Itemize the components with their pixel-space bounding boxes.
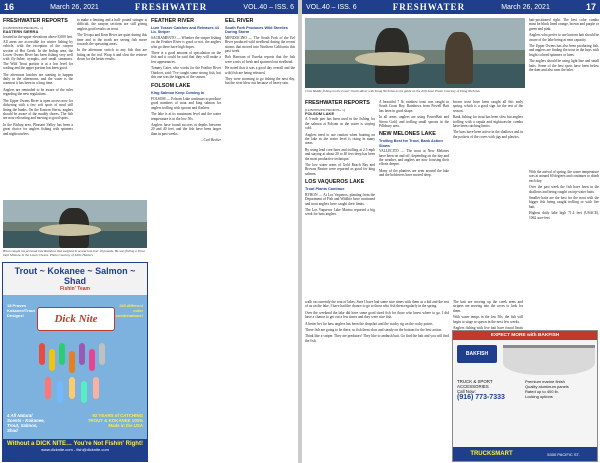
ad-address: 5300 PACIFIC ST. [547,451,580,457]
bakfish-logo: BAKFISH [457,345,497,363]
paragraph: Bob Harrison of Eureka reports that the fish were a mix of fresh and spawned out steelhead. [225,55,295,64]
paragraph: Over the past week the fish have been in the shallows and being caught on top-water baits. [529,185,599,194]
lure-icon [93,377,99,399]
paragraph: Anglers fishing with live bait have found limits [453,326,523,331]
paragraph: He noted that it was a good day overall and the wild fish are being released. [225,66,295,75]
lure-icon [57,381,63,403]
paragraph: Highest daily lake high 71.4 feet (USACE), 1062 acre-feet. [529,211,599,220]
paragraph: Smaller baits are the best for the trout with the bigger fish being caught trolling or with live bait. [529,196,599,209]
left-photo-caption [3,249,147,257]
ad-offer-list [525,379,593,399]
lure-icon [69,351,75,373]
lure-icon [81,381,87,403]
ad-slogan: Without a DICK NITE… You're Not Fishin' Right! [7,441,143,447]
list-item: Locking options [525,394,553,399]
paragraph: Bank fishing for trout has been slow but anglers trolling with a rapala and nightcrawler combo have been catching limits. [453,115,523,129]
list-item: Quality aluminum panels [525,384,569,389]
right-lake-column [529,170,599,326]
feather-folsom-column [151,18,221,463]
lure-display [35,339,117,411]
ad-scents-blurb: 4 All Natural Scents - Kokanee, Trout, Salmon, Shad [7,413,45,433]
new-melones-subhead: Trolling Best for Trout, Bank Action Slows [379,139,443,148]
paragraph: The Tecopa and Kern River are quiet during this time and to the north are seeing fish move towards the spawning areas. [77,33,147,47]
right-masthead: FRESHWATER [392,2,466,12]
paragraph: Anglers are reminded to be aware of the rules regarding the new regulations. [3,87,73,97]
paragraph: bait-positioned right. The best color combo must be black lined orange, brown and purple or green and pink. [529,18,599,31]
lure-icon [79,343,85,365]
paragraph: With water temps in the low 50s, the fish will begin to stage to spawn in the next few weeks. [453,315,523,324]
folsom-headline: FOLSOM LAKE [151,83,191,90]
right-page-date: March 26, 2021 [501,3,550,11]
paragraph: The lake is at its maximum level and the water temperature is in the low 50s. [151,112,221,121]
paragraph: A 5-mile pier has been used in the fishing for the salmon at Folsom as the water is staying cold. [305,117,375,131]
ad-phone-number[interactable]: (916) 773-7333 [457,394,505,401]
lure-icon [59,343,65,365]
ad-bottom-bar [3,439,147,461]
paragraph: Think like a striper. They are predators! They like to ambush bait. Go find the bait and you will find the fish. [305,334,449,343]
right-photo-caption [305,89,525,93]
ad-title: Trout ~ Kokanee ~ Salmon ~ Shad [14,266,136,286]
right-page-number: 17 [585,2,596,12]
paragraph: In the afternoon switch to any fish that are biting on the rod. Wrap it and slow the retrieve down for the better results. [77,48,147,62]
paragraph: Over the weekend the lake did have some good sized fish for those who knew where to go. I did have a chance to get out a few times and they were nice fish. [305,310,449,320]
right-mid-column [379,100,449,300]
paragraph: Tommy Cater, who works for the Feather River Outdoor, said: 'I've caught some strong fish, but this one was the biggest of the season.' [151,66,221,80]
left-page-header [0,0,298,14]
ad-phone-block [457,379,521,401]
paragraph: In all areas, anglers are using PowerBait and Sierra Gold, and trolling small spoons in the Pillsbury area. [379,115,449,129]
eel-headline: EEL RIVER [225,18,254,24]
paragraph: The Upper Owens River is open access now for dickering with a few soft spots of mud still lining the banks. On the Eastern Sierra, anglers should be aware of the muddy shores. The fish are now relocating and moving to good spots. [3,98,73,121]
left-masthead: FRESHWATER [134,2,208,12]
right-top-column [529,18,599,168]
los-vaqueros-headline: LOS VAQUEROS LAKE [305,179,365,186]
lure-icon [39,343,45,365]
bakfish-ad[interactable] [452,330,598,462]
paragraph: A beautiful 7 lb. rainbow trout was caught in South Coast Bay. Rainbows from Powell Bait has been in good shape. [379,100,449,113]
paragraph: brown trout have been caught all this early spring, which is a good sign for the rest of the season. [453,100,523,113]
paragraph: The bait are moving up the creek arms and stripers are moving into the coves to look for them. [453,300,523,313]
dick-nite-ad[interactable] [2,262,148,462]
ad-tagline: Fishin' Team [60,286,90,292]
paragraph: With the arrival of spring, the water temperature was at around 60 degrees and continues to climb each day. [529,170,599,183]
paragraph: located in the upper elevations above 8,000 feet. All areas are accessible for winter fishing by vehicle, with the exception of the canyon section of Hot Creek. In the bishop area, the Lower Owens River has been fishing very well with fly-fisher, nymphs, and small streamers. The Wild Trout portion is at a low level for wading and the upper portion has been good. [3,35,73,71]
right-third-column [453,100,523,300]
ad-website-link[interactable]: www.dicknite.com - fish@dicknite.com [41,447,109,452]
paragraph: They were storming to go fishing the next day, but the river blew out because of heavy rain. [225,77,295,86]
paragraph: The anglers should be using light line and small baits. Some of the best spots have been below the dam and also near the inlet. [529,59,599,73]
ad-top-banner [3,263,147,295]
paragraph: In the Bishop area, Pleasant Valley has been a great choice for anglers fishing with spinners and nightcrawlers. [3,122,73,136]
folsom-subhead: King Salmon Keep Coming In [151,91,205,96]
list-item: Premium marine finish [525,379,565,384]
right-photo-caption-text: Chris Riddle fishing on the Lower Owens River with Doug Nicholas as his guide on the drift boat. [305,89,435,93]
paragraph: The Upper Owens has also been producing fish, and anglers are finding the trout in the bays with bright colored spinners or lures. [529,44,599,57]
folsom-byline: – Carl Becker [200,138,221,143]
trucksmart-logo: TRUCKSMART [470,451,513,457]
left-reports-section: EASTERN SIERRA [3,29,39,34]
right-reports-title: FRESHWATER REPORTS [305,100,370,106]
feather-headline: FEATHER RIVER [151,18,195,24]
lure-icon [89,349,95,371]
left-photo-credit: Photo Courtesy of Little Hunters [49,253,94,257]
paragraph: A better bet for bass anglers has been the dropshot and the wacky rig on the rocky points. [305,321,434,326]
ad-phone-label: Call Now: [457,389,476,394]
left-volume: VOL.40 – ISS. 6 [243,3,294,11]
los-vaqueros-subhead: Trout Plants Continue [305,187,345,192]
ad-left-blurb: 18 Proven Kokanee/Trout Designs! [7,303,35,318]
paragraph: The low water areas of Gold Beach Bay and Browns Ravine were reported as good for king salmon. [305,163,375,176]
truck-bed-icon [503,345,595,375]
left-photo-caption-text: Brian caught his personal best Rainbow that weighed in at and lost over 10 pounds. He was fishing a Trout Dart Minnow in the Lower Owens. [3,249,145,257]
right-page-header [302,0,600,14]
feather-subhead: Lure Tosser Catches and Releases 44 Lb. Striper [151,26,219,35]
left-page-number: 16 [4,2,15,12]
paragraph: SACRAMENTO — Whether the striper fishing on the Feather River is good or not, the anglers who go there have high hopes. [151,35,221,49]
paragraph: Anglers have found success at depths between 20 and 40 feet, and the fish have been larger than in past weeks. [151,122,221,136]
right-reports-continued: (CONTINUED FROM PG. 1) [305,108,345,112]
left-page-date: March 26, 2021 [50,3,99,11]
paragraph: The bass have been active in the shallows and in the pockets of the coves with jigs and plastics. [453,130,523,139]
lure-icon [49,349,55,371]
ad-right-blurb: 240 different color combinations! [115,303,143,318]
new-melones-headline: NEW MELONES LAKE [379,131,436,138]
right-boat-photo [305,18,525,88]
lure-icon [99,343,105,365]
left-reports-continued: (CONTINUED FROM PG. 1) [3,26,43,30]
list-item: Rated up to 400 lb. [525,389,559,394]
paragraph: By using lead core lines and trolling at 2.5 mph and staying at about 20 to 40 feet deep has been the most productive technique. [305,147,375,161]
right-photo-credit: Photo Courtesy of Doug Nicholas [435,89,480,93]
right-wide-column [305,300,449,460]
paragraph: Many of the planters are seen around the lake and the holdovers have moved deep. [379,168,449,178]
paragraph: These fish are going to be there, so fish them slow and steady on the bottom for the best action. [305,328,443,333]
left-angler-photo [3,200,147,248]
paragraph: The Los Vaqueros Lake Marina reported a big week for bass anglers. [305,207,375,217]
right-reports-column [305,100,375,300]
right-reports-section: FOLSOM LAKE [305,111,335,116]
paragraph: walk on currently the seat of lakes, Sure I have had some nice times with them as a kid and the rest of us on the lake, I have had the chance to go to those who fish them regularly in the spring. [305,300,449,309]
paragraph: VALLECITO — The trout at New Melones have been on and off, depending on the day and the weather, and anglers are now focusing their efforts deeper. [379,149,449,167]
ad-store-name: TRUCK & SPORT ACCESSORIES [457,379,493,389]
ad-footer [453,447,597,461]
left-reports-title: FRESHWATER REPORTS [3,18,68,24]
lure-icon [45,377,51,399]
left-reports-column [3,18,73,198]
ad-banner: EXPECT MORE with BAKFISH [453,331,597,340]
left-mid-column [77,18,147,198]
left-page [0,0,298,463]
paragraph: Anglers need to use caution when boating on the lake as the water level is rising in many areas. [305,132,375,146]
ad-years-blurb: 92 YEARS of CATCHING TROUT & KOKANEE 100% Made in the USA [87,413,143,428]
paragraph: Anglers who prefer to use bottom bait should be aware of the lake being at near capacity. [529,33,599,42]
right-volume: VOL.40 – ISS. 6 [306,3,357,11]
eel-subhead: South Fork Produces Wild Steelies During Storm [225,26,288,35]
eel-column [225,18,295,463]
paragraph: There is a good amount of speculation on the fish and it could be said that they will make a few appearances. [151,51,221,64]
paragraph: FOLSOM — Folsom Lake continues to produce good numbers of trout and king salmon for anglers trolling with spoons and flashers. [151,96,221,110]
paragraph: BYRON — At Los Vaqueros, planting from the Department of Fish and Wildlife have continued and trout anglers have caught their limits. [305,192,375,206]
paragraph: MENDOCINO — The South Fork of the Eel River produced wild steelhead during the recent storms that moved into Northern California this past week. [225,35,295,54]
paragraph: to make a limiting and a half- pound stringer is difficult, the canyon sections are still giving anglers good results on trout. [77,18,147,31]
paragraph: The afternoon hatches are starting to happen daily in the afternoons, and the water is the warmest it has been in a long time. [3,72,73,86]
lure-icon [69,377,75,399]
right-page [302,0,600,463]
dick-nite-logo: Dick Nite [37,307,115,331]
